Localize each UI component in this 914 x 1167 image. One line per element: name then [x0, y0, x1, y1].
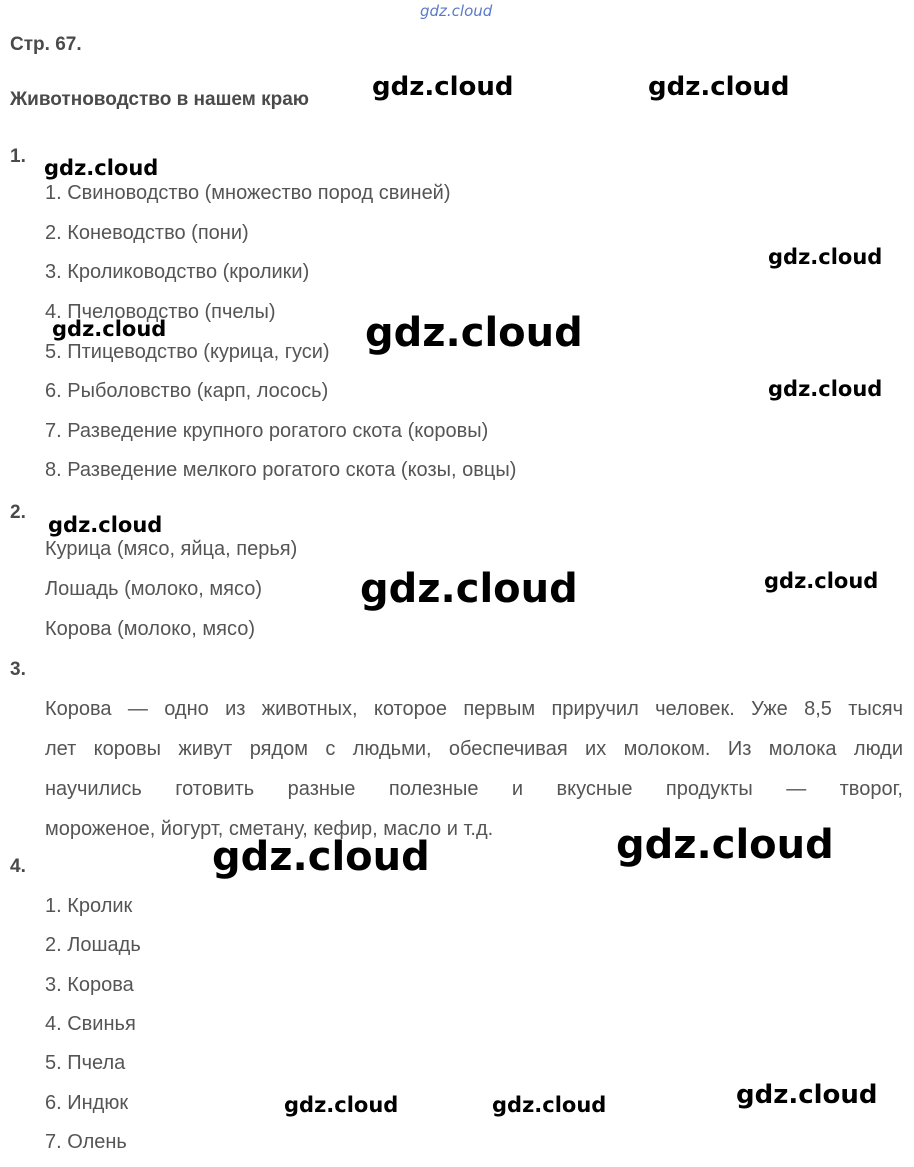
watermark: gdz.cloud: [360, 566, 578, 612]
list-item: Курица (мясо, яйца, перья): [45, 538, 298, 560]
page-number-label: Стр. 67.: [10, 34, 82, 55]
watermark: gdz.cloud: [648, 72, 790, 102]
watermark: gdz.cloud: [768, 245, 883, 269]
watermark: gdz.cloud: [768, 377, 883, 401]
list-item: 3. Кролиководство (кролики): [45, 261, 310, 283]
section-number-1: 1.: [10, 146, 26, 167]
watermark: gdz.cloud: [48, 513, 163, 537]
list-item: 4. Пчеловодство (пчелы): [45, 301, 276, 323]
watermark: gdz.cloud: [212, 834, 430, 880]
watermark: gdz.cloud: [616, 822, 834, 868]
watermark: gdz.cloud: [44, 156, 159, 180]
watermark: gdz.cloud: [365, 310, 583, 356]
watermark-top: gdz.cloud: [420, 2, 493, 20]
paragraph-line: мороженое, йогурт, сметану, кефир, масло и т.д.: [45, 818, 494, 840]
watermark: gdz.cloud: [492, 1093, 607, 1117]
list-item: 2. Лошадь: [45, 934, 141, 956]
list-item: 6. Индюк: [45, 1092, 129, 1114]
paragraph-line: лет коровы живут рядом с людьми, обеспечивая их молоком. Из молока люди: [45, 738, 903, 760]
list-item: 5. Пчела: [45, 1052, 126, 1074]
list-item: 7. Разведение крупного рогатого скота (коровы): [45, 420, 489, 442]
list-item: 7. Олень: [45, 1131, 127, 1153]
paragraph-line: научились готовить разные полезные и вкусные продукты — творог,: [45, 778, 903, 800]
list-item: 6. Рыболовство (карп, лосось): [45, 380, 329, 402]
list-item: 8. Разведение мелкого рогатого скота (козы, овцы): [45, 459, 517, 481]
paragraph-line: Корова — одно из животных, которое первым приручил человек. Уже 8,5 тысяч: [45, 698, 903, 720]
section-number-4: 4.: [10, 856, 26, 877]
list-item: Корова (молоко, мясо): [45, 618, 256, 640]
list-item: 2. Коневодство (пони): [45, 222, 249, 244]
watermark: gdz.cloud: [764, 569, 879, 593]
watermark: gdz.cloud: [284, 1093, 399, 1117]
list-item: 5. Птицеводство (курица, гуси): [45, 341, 330, 363]
watermark: gdz.cloud: [736, 1080, 878, 1110]
page-title: Животноводство в нашем краю: [10, 89, 309, 110]
list-item: 4. Свинья: [45, 1013, 136, 1035]
list-item: Лошадь (молоко, мясо): [45, 578, 262, 600]
watermark: gdz.cloud: [372, 72, 514, 102]
section-number-3: 3.: [10, 659, 26, 680]
list-item: 1. Кролик: [45, 895, 133, 917]
list-item: 1. Свиноводство (множество пород свиней): [45, 182, 451, 204]
section-number-2: 2.: [10, 502, 26, 523]
watermark: gdz.cloud: [52, 317, 167, 341]
list-item: 3. Корова: [45, 974, 134, 996]
